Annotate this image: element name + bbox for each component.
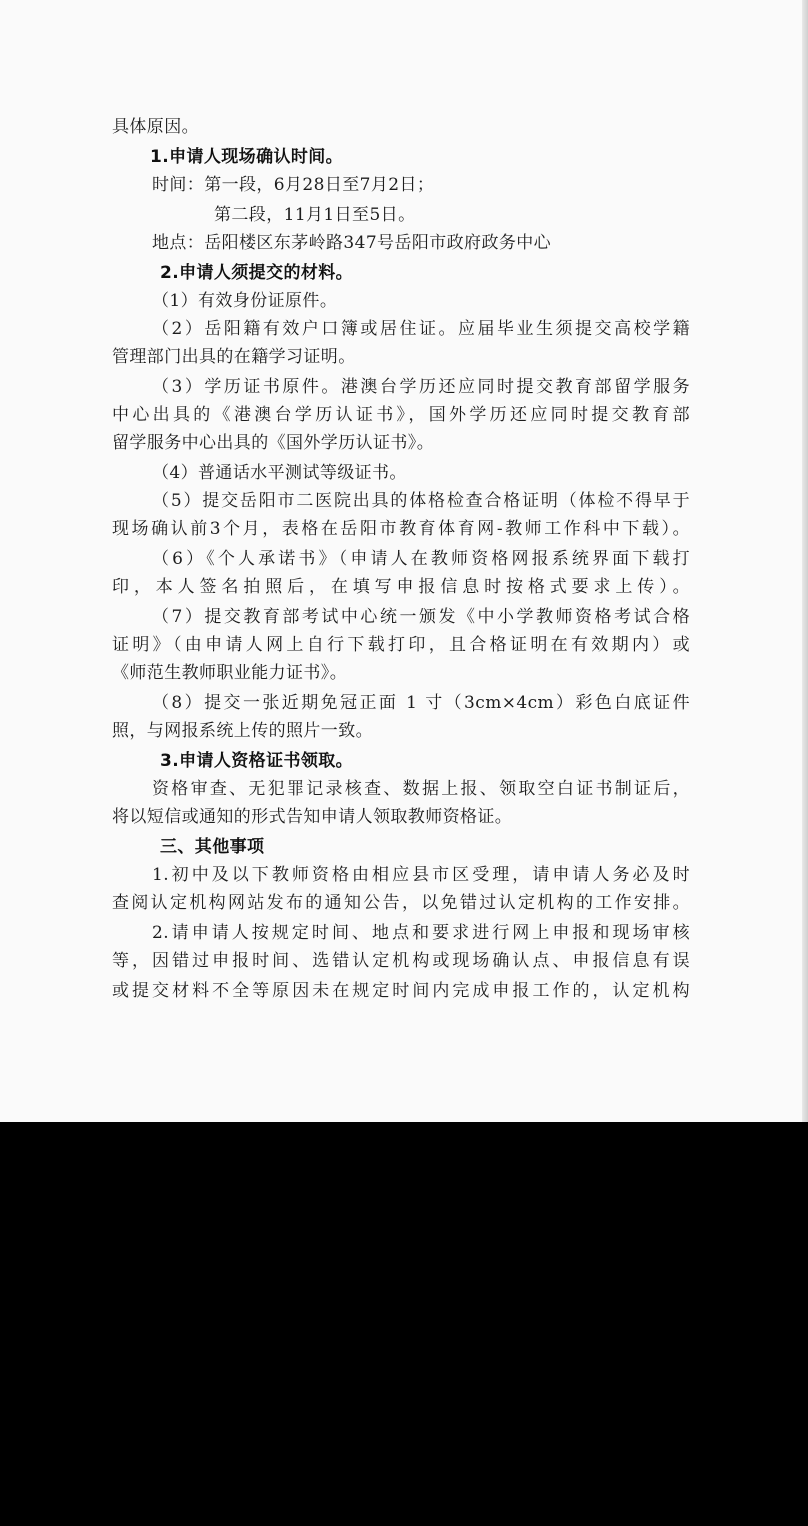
text-line-item-2b: 管理部门出具的在籍学习证明。 bbox=[112, 347, 356, 367]
text-line-other-2a: 2.请申请人按规定时间、地点和要求进行网上申报和现场审核 bbox=[152, 923, 690, 943]
text-line-cert-b: 将以短信或通知的形式告知申请人领取教师资格证。 bbox=[112, 807, 513, 827]
text-line-item-3a: （3）学历证书原件。港澳台学历还应同时提交教育部留学服务 bbox=[152, 377, 690, 397]
text-line-item-2a: （2）岳阳籍有效户口簿或居住证。应届毕业生须提交高校学籍 bbox=[152, 319, 690, 339]
heading-materials: 2.申请人须提交的材料。 bbox=[160, 263, 354, 283]
text-line-other-2c: 或提交材料不全等原因未在规定时间内完成申报工作的，认定机构 bbox=[112, 981, 690, 1001]
heading-certificate: 3.申请人资格证书领取。 bbox=[160, 751, 354, 771]
text-line-item-6b: 印，本人签名拍照后，在填写申报信息时按格式要求上传）。 bbox=[112, 577, 690, 597]
text-line-other-2b: 等，因错过申报时间、选错认定机构或现场确认点、申报信息有误 bbox=[112, 951, 690, 971]
text-line-item-7b: 证明》（由申请人网上自行下载打印，且合格证明在有效期内）或 bbox=[112, 635, 690, 655]
text-line-item-3c: 留学服务中心出具的《国外学历认证书》。 bbox=[112, 433, 435, 453]
text-line-time-first: 时间：第一段，6月28日至7月2日； bbox=[152, 175, 435, 195]
text-line-item-5b: 现场确认前3个月，表格在岳阳市教育体育网-教师工作科中下载）。 bbox=[112, 519, 690, 539]
text-line-item-6a: （6）《个人承诺书》（申请人在教师资格网报系统界面下载打 bbox=[152, 549, 690, 569]
black-background bbox=[0, 1122, 808, 1526]
heading-confirm-time: 1.申请人现场确认时间。 bbox=[150, 147, 344, 167]
text-line-time-second: 第二段，11月1日至5日。 bbox=[214, 205, 416, 225]
text-line-item-4: （4）普通话水平测试等级证书。 bbox=[152, 463, 407, 483]
text-line-cert-a: 资格审查、无犯罪记录核查、数据上报、领取空白证书制证后， bbox=[152, 779, 690, 799]
text-line-item-3b: 中心出具的《港澳台学历认证书》，国外学历还应同时提交教育部 bbox=[112, 405, 690, 425]
text-line-item-8b: 照，与网报系统上传的照片一致。 bbox=[112, 721, 373, 741]
text-line-cause: 具体原因。 bbox=[112, 117, 199, 137]
text-line-location: 地点：岳阳楼区东茅岭路347号岳阳市政府政务中心 bbox=[152, 233, 552, 253]
section-heading-other: 三、其他事项 bbox=[160, 837, 265, 857]
text-line-item-7c: 《师范生教师职业能力证书》。 bbox=[112, 663, 348, 683]
text-line-item-1: （1）有效身份证原件。 bbox=[152, 291, 338, 311]
text-line-other-1a: 1.初中及以下教师资格由相应县市区受理，请申请人务必及时 bbox=[152, 865, 690, 885]
text-line-item-5a: （5）提交岳阳市二医院出具的体格检查合格证明（体检不得早于 bbox=[152, 491, 690, 511]
page-edge-shadow bbox=[802, 0, 808, 1122]
text-line-other-1b: 查阅认定机构网站发布的通知公告，以免错过认定机构的工作安排。 bbox=[112, 893, 690, 913]
text-line-item-7a: （7）提交教育部考试中心统一颁发《中小学教师资格考试合格 bbox=[152, 607, 690, 627]
text-line-item-8a: （8）提交一张近期免冠正面 1 寸（3cm×4cm）彩色白底证件 bbox=[152, 693, 690, 713]
